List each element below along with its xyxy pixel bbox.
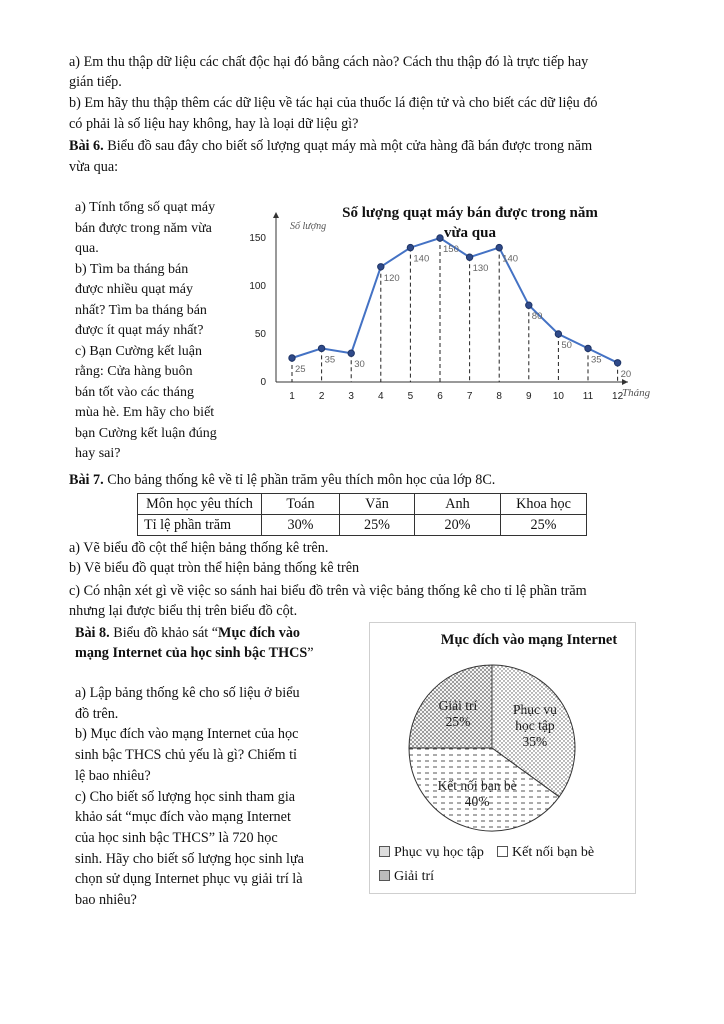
- x-tick-label: 11: [582, 391, 594, 402]
- data-label: 35: [324, 354, 336, 366]
- x-tick-label: 7: [466, 391, 473, 402]
- table-row: [138, 494, 587, 515]
- data-label: 35: [591, 354, 602, 366]
- bai8-q-line: đồ trên.: [75, 705, 119, 722]
- table-cell: Môn học yêu thích: [138, 494, 262, 515]
- bai6-q-line: rằng: Cửa hàng buôn: [75, 364, 193, 379]
- y-tick-label: 50: [254, 329, 266, 340]
- x-tick-label: 3: [348, 391, 354, 402]
- intro-a-line2: gián tiếp.: [69, 74, 122, 90]
- x-axis-arrow: [622, 379, 628, 385]
- data-label: 140: [502, 253, 519, 265]
- bai6-q-line: được ít quạt máy nhất?: [75, 323, 204, 338]
- pie-legend-item: [497, 845, 594, 861]
- data-label: 120: [383, 272, 400, 284]
- data-point: [526, 302, 532, 308]
- data-point: [378, 264, 384, 270]
- data-label: 130: [472, 263, 489, 275]
- bai8-q-line: lệ bao nhiêu?: [75, 767, 151, 784]
- bai6-q-line: c) Bạn Cường kết luận: [75, 343, 202, 359]
- data-label: 80: [531, 311, 543, 323]
- table-row: [138, 515, 587, 536]
- data-label: 20: [620, 368, 632, 380]
- bai8-intro-bold: Mục đích vào: [218, 625, 301, 641]
- bai7-q-c-line2: nhưng lại được biểu thị trên biểu đồ cột.: [69, 603, 298, 619]
- bai8-q-line: chọn sử dụng Internet phục vụ giải trí là: [75, 871, 303, 888]
- legend-label: Kết nối bạn bè: [512, 845, 595, 860]
- legend-swatch-dash: [497, 846, 508, 857]
- line-chart-ylabel: Số lượng: [290, 221, 327, 232]
- bai6-q-line: hay sai?: [75, 446, 121, 461]
- bai7-text: Cho bảng thống kê về tỉ lệ phần trăm yêu thích môn học của lớp 8C.: [103, 472, 496, 488]
- table-cell: 25%: [340, 515, 415, 536]
- line-chart-title-line1: Số lượng quạt máy bán được trong năm: [342, 205, 598, 221]
- bai6-questions: [75, 198, 233, 465]
- table-cell: Tỉ lệ phần trăm: [138, 515, 262, 536]
- bai7-q-b: b) Vẽ biểu đồ quạt tròn thể hiện bảng thống kê trên: [69, 560, 360, 576]
- table-cell: 25%: [501, 515, 587, 536]
- data-label: 140: [413, 253, 430, 265]
- bai6-q-line: b) Tìm ba tháng bán: [75, 261, 189, 277]
- bai6-q-line: qua.: [75, 241, 99, 256]
- bai8-q-line: c) Cho biết số lượng học sinh tham gia: [75, 788, 296, 805]
- legend-swatch-dots: [379, 846, 390, 857]
- data-point: [585, 345, 591, 351]
- pie-chart: [369, 650, 634, 850]
- bai6-label: Bài 6.: [69, 138, 104, 154]
- bai8-q-line: khảo sát “mục đích vào mạng Internet: [75, 809, 291, 826]
- pie-slice-label: Giải trí: [438, 697, 478, 713]
- bai8-intro: Biểu đồ khảo sát “: [109, 625, 219, 641]
- pie-slice-label: Kết nối bạn bè: [437, 777, 517, 793]
- x-tick-label: 4: [378, 391, 384, 402]
- bai6-text: Biểu đồ sau đây cho biết số lượng quạt máy mà một cửa hàng đã bán được trong năm: [103, 138, 593, 154]
- x-tick-label: 5: [407, 391, 414, 402]
- legend-label: Giải trí: [394, 869, 435, 884]
- bai6-q-line: bán tốt vào các tháng: [75, 384, 194, 400]
- x-tick-label: 6: [437, 391, 443, 402]
- bai7-q-a: a) Vẽ biểu đồ cột thể hiện bảng thống kê trên.: [69, 540, 329, 556]
- data-point: [496, 244, 502, 250]
- y-axis-arrow: [273, 212, 279, 218]
- bai8-intro-end: ”: [307, 645, 314, 661]
- bai6-q-line: nhất? Tìm ba tháng bán: [75, 302, 207, 318]
- bai7-label: Bài 7.: [69, 472, 104, 488]
- bai8-q-line: của học sinh bậc THCS” là 720 học: [75, 829, 278, 846]
- pie-slice-label: 35%: [522, 734, 548, 750]
- data-point: [407, 244, 413, 250]
- bai6-q-line: a) Tính tổng số quạt máy: [75, 200, 216, 215]
- pie-chart-title: Mục đích vào mạng Internet: [440, 632, 618, 648]
- bai6-q-line: mùa hè. Em hãy cho biết: [75, 405, 215, 420]
- bai7-q-c-line1: c) Có nhận xét gì về việc so sánh hai biểu đồ trên và việc bảng thống kê cho tỉ lệ phần trăm: [69, 583, 587, 599]
- table-cell: 20%: [415, 515, 501, 536]
- bai8-label: Bài 8.: [75, 625, 110, 641]
- bai6-q-line: bạn Cường kết luận đúng: [75, 425, 217, 441]
- bai6-text-line2: vừa qua:: [69, 159, 119, 175]
- data-point: [348, 350, 354, 356]
- x-tick-label: 8: [496, 391, 502, 402]
- bai8-heading-line1: [75, 623, 300, 643]
- y-tick-label: 150: [249, 233, 266, 244]
- table-cell: Toán: [262, 494, 340, 515]
- line-chart-title-line2: vừa qua: [444, 225, 496, 241]
- bai6-q-line: được nhiều quạt máy: [75, 282, 194, 297]
- intro-b-line2: có phải là số liệu hay không, hay là loại dữ liệu gì?: [69, 116, 359, 132]
- table-cell: 30%: [262, 515, 340, 536]
- bai6-q-line: bán được trong năm vừa: [75, 220, 212, 236]
- x-tick-label: 12: [612, 391, 624, 402]
- bai7-table: [137, 493, 587, 536]
- legend-label: Phục vụ học tập: [394, 845, 484, 860]
- data-point: [466, 254, 472, 260]
- pie-slice-label: học tập: [515, 718, 555, 734]
- table-cell: Văn: [340, 494, 415, 515]
- table-cell: Anh: [415, 494, 501, 515]
- pie-legend-item: [379, 845, 484, 861]
- data-point: [318, 345, 324, 351]
- table-cell: Khoa học: [501, 494, 587, 515]
- data-point: [555, 331, 561, 337]
- data-label: 50: [561, 340, 572, 351]
- pie-slice-label: 25%: [445, 713, 471, 729]
- bai8-q-line: a) Lập bảng thống kê cho số liệu ở biểu: [75, 685, 300, 701]
- bai6-heading: [69, 136, 592, 156]
- data-label: 150: [443, 244, 459, 255]
- x-tick-label: 10: [552, 391, 564, 402]
- x-tick-label: 2: [318, 391, 325, 402]
- bai8-q-line: bao nhiêu?: [75, 892, 137, 909]
- data-point: [289, 355, 295, 361]
- bai8-intro-bold-2: mạng Internet của học sinh bậc THCS: [75, 645, 308, 661]
- pie-slice-label: 40%: [464, 793, 490, 809]
- pie-legend-item: [379, 869, 434, 885]
- bai8-heading-line2: [75, 643, 314, 663]
- bai8-questions: [75, 683, 304, 911]
- intro-b-line1: b) Em hãy thu thập thêm các dữ liệu về tác hại của thuốc lá điện tử và cho biết các dữ liệu đó: [69, 95, 598, 111]
- bai8-q-line: sinh bậc THCS chủ yếu là gì? Chiếm tỉ: [75, 747, 297, 764]
- x-tick-label: 9: [526, 391, 532, 402]
- bai7-heading: [69, 470, 495, 490]
- intro-a-line1: a) Em thu thập dữ liệu các chất độc hại đó bằng cách nào? Cách thu thập đó là trực tiếp hay: [69, 54, 589, 70]
- pie-slice-label: Phục vụ: [512, 702, 557, 718]
- data-point: [614, 360, 620, 366]
- legend-swatch-cross: [379, 870, 390, 881]
- bai8-q-line: b) Mục đích vào mạng Internet của học: [75, 726, 299, 743]
- line-chart-xlabel: Tháng: [622, 387, 651, 399]
- data-label: 30: [354, 359, 365, 371]
- x-tick-label: 1: [289, 391, 295, 402]
- y-tick-label: 100: [249, 281, 266, 292]
- data-label: 25: [295, 364, 306, 375]
- bai8-q-line: sinh. Hãy cho biết số lượng học sinh lựa: [75, 850, 304, 867]
- y-tick-label: 0: [260, 377, 266, 388]
